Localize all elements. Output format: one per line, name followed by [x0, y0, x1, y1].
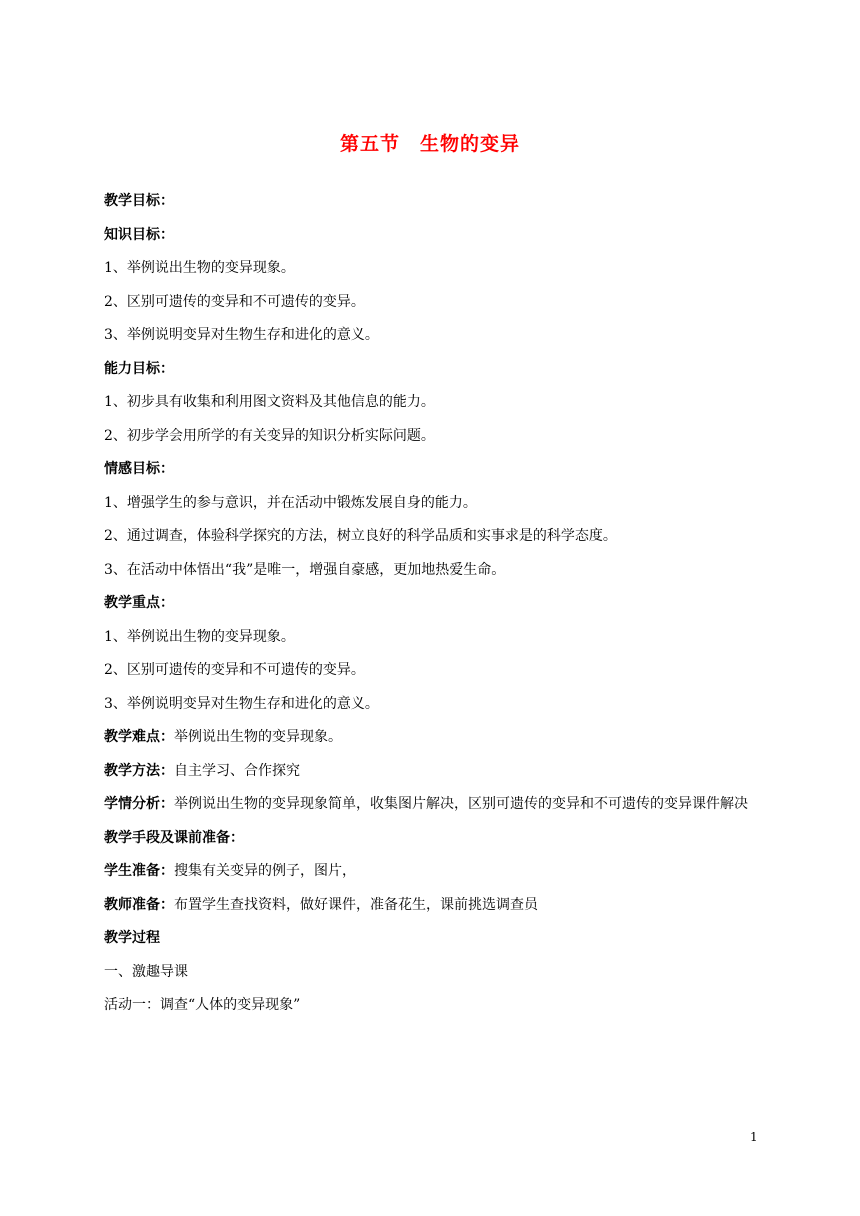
list-item — [104, 621, 764, 655]
line-text: 举例说出生物的变异现象。 — [174, 729, 342, 745]
heading-ability-goals — [104, 353, 764, 387]
teaching-difficulty — [104, 721, 764, 755]
heading-teaching-goals — [104, 185, 764, 219]
line-bold-label: 学生准备： — [104, 863, 174, 879]
line-text: 2、通过调查，体验科学探究的方法，树立良好的科学品质和实事求是的科学态度。 — [104, 528, 617, 544]
line-bold-label: 知识目标： — [104, 226, 174, 243]
line-text: 2、区别可遗传的变异和不可遗传的变异。 — [104, 293, 365, 310]
line-bold-label: 教学难点： — [104, 729, 174, 745]
list-item — [104, 520, 764, 554]
line-bold-label: 教学重点： — [104, 595, 174, 611]
document-body — [104, 185, 764, 1023]
line-text: 2、初步学会用所学的有关变异的知识分析实际问题。 — [104, 427, 435, 444]
list-item — [104, 420, 764, 454]
line-text: 1、初步具有收集和利用图文资料及其他信息的能力。 — [104, 394, 435, 410]
line-text: 1、增强学生的参与意识，并在活动中锻炼发展自身的能力。 — [104, 494, 477, 511]
heading-knowledge-goals — [104, 219, 764, 253]
list-item — [104, 487, 764, 521]
line-text: 自主学习、合作探究 — [174, 762, 300, 779]
line-text: 搜集有关变异的例子，图片， — [174, 863, 356, 879]
line-text: 一、激趣导课 — [104, 963, 188, 980]
list-item — [104, 286, 764, 320]
line-text: 布置学生查找资料，做好课件，准备花生，课前挑选调查员 — [174, 896, 538, 913]
teacher-preparation — [104, 889, 764, 923]
activity-line — [104, 989, 764, 1023]
list-item — [104, 386, 764, 420]
line-text: 1、举例说出生物的变异现象。 — [104, 628, 295, 645]
list-item — [104, 654, 764, 688]
list-item — [104, 688, 764, 722]
line-bold-label: 教学过程 — [104, 930, 160, 946]
line-text: 1、举例说出生物的变异现象。 — [104, 260, 295, 276]
line-bold-label: 情感目标： — [104, 461, 174, 477]
line-bold-label: 教师准备： — [104, 896, 174, 913]
line-text: 3、举例说明变异对生物生存和进化的意义。 — [104, 327, 379, 343]
learner-analysis — [104, 788, 764, 822]
line-bold-label: 教学方法： — [104, 762, 174, 779]
student-preparation — [104, 855, 764, 889]
line-text: 3、在活动中体悟出“我”是唯一，增强自豪感，更加地热爱生命。 — [104, 561, 506, 578]
line-bold-label: 教学目标： — [104, 193, 174, 209]
list-item — [104, 554, 764, 588]
heading-key-points — [104, 587, 764, 621]
list-item — [104, 252, 764, 286]
line-text: 活动一：调查“人体的变异现象” — [104, 997, 301, 1013]
line-bold-label: 学情分析： — [104, 796, 174, 812]
line-text: 举例说出生物的变异现象简单，收集图片解决，区别可遗传的变异和不可遗传的变异课件解决 — [174, 796, 748, 812]
heading-teaching-means — [104, 822, 764, 856]
line-text: 3、举例说明变异对生物生存和进化的意义。 — [104, 695, 379, 712]
heading-teaching-process — [104, 922, 764, 956]
page-title: 第五节 生物的变异 — [339, 133, 520, 155]
page-number: 1 — [750, 1130, 758, 1144]
line-bold-label: 教学手段及课前准备： — [104, 829, 244, 846]
heading-emotional-goals — [104, 453, 764, 487]
section-heading — [104, 956, 764, 990]
line-text: 2、区别可遗传的变异和不可遗传的变异。 — [104, 662, 365, 678]
list-item — [104, 319, 764, 353]
line-bold-label: 能力目标： — [104, 360, 174, 377]
teaching-method — [104, 755, 764, 789]
